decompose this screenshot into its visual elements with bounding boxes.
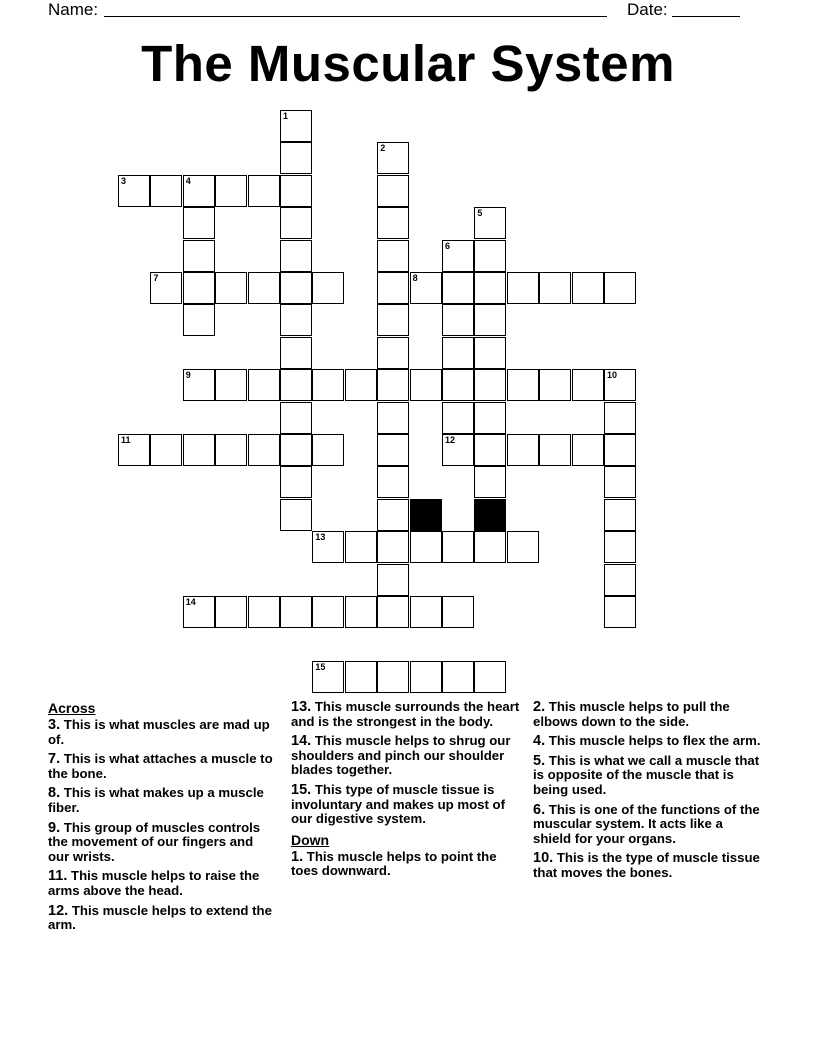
grid-cell[interactable]	[183, 272, 215, 304]
clue-number: 4	[185, 175, 191, 186]
clue-item-number: 2.	[533, 699, 546, 715]
grid-cell[interactable]	[215, 175, 247, 207]
clue-item-number: 15.	[291, 781, 312, 798]
clue-item-number: 6.	[533, 801, 546, 818]
clue-item-number: 11.	[48, 868, 68, 885]
clue-item	[48, 904, 278, 933]
clue-item-number: 8.	[48, 785, 61, 802]
clue-item	[291, 850, 521, 879]
grid-cell[interactable]	[280, 499, 312, 531]
clue-item-text: This is what makes up a muscle fiber.	[48, 785, 264, 815]
grid-cell[interactable]	[410, 596, 442, 628]
grid-cell[interactable]	[572, 434, 604, 466]
grid-cell[interactable]	[280, 240, 312, 272]
clue-column-2	[291, 700, 521, 884]
clue-item	[291, 783, 521, 827]
grid-cell[interactable]	[474, 466, 506, 498]
clue-number: 7	[153, 273, 159, 283]
grid-cell[interactable]	[248, 272, 280, 304]
grid-cell[interactable]	[377, 175, 409, 207]
clue-item-number: 12.	[48, 902, 69, 919]
grid-cell[interactable]	[410, 369, 442, 401]
clue-item-number: 14.	[291, 733, 312, 750]
grid-cell[interactable]	[507, 272, 539, 304]
grid-cell[interactable]	[507, 531, 539, 563]
grid-cell[interactable]	[377, 337, 409, 369]
clue-item-number: 4.	[533, 733, 546, 750]
grid-cell[interactable]	[442, 304, 474, 336]
grid-cell[interactable]	[312, 661, 344, 693]
grid-cell[interactable]	[442, 337, 474, 369]
clue-item-text: This muscle helps to extend the arm.	[48, 902, 272, 933]
grid-cell[interactable]	[539, 272, 571, 304]
grid-cell[interactable]	[377, 531, 409, 563]
grid-cell[interactable]	[345, 661, 377, 693]
grid-cell[interactable]	[248, 175, 280, 207]
grid-cell[interactable]	[215, 434, 247, 466]
grid-cell[interactable]	[183, 240, 215, 272]
clue-item	[48, 718, 278, 747]
grid-cell[interactable]	[604, 272, 636, 304]
grid-cell[interactable]	[474, 304, 506, 336]
grid-cell[interactable]	[604, 531, 636, 563]
grid-cell[interactable]	[474, 207, 506, 239]
black-cell	[410, 499, 442, 531]
grid-cell[interactable]	[442, 272, 474, 304]
grid-cell[interactable]	[280, 337, 312, 369]
clue-item	[533, 734, 763, 749]
grid-cell[interactable]	[280, 304, 312, 336]
grid-cell[interactable]	[312, 434, 344, 466]
grid-cell[interactable]	[604, 564, 636, 596]
grid-cell[interactable]	[280, 402, 312, 434]
grid-cell[interactable]	[280, 175, 312, 207]
grid-cell[interactable]	[474, 402, 506, 434]
page-title: The Muscular System	[141, 35, 675, 92]
clue-item-number: 9.	[48, 819, 61, 836]
grid-cell[interactable]	[183, 434, 215, 466]
grid-cell[interactable]	[215, 369, 247, 401]
grid-cell[interactable]	[410, 661, 442, 693]
clue-item-text: This group of muscles controls the movement of our fingers and our wrists.	[48, 819, 261, 864]
clue-item	[291, 734, 521, 778]
grid-cell[interactable]	[377, 499, 409, 531]
across-heading: Across	[48, 700, 96, 716]
clue-item-number: 13.	[291, 699, 312, 715]
grid-cell[interactable]	[280, 434, 312, 466]
clue-item	[533, 700, 763, 729]
date-label: Date:	[627, 0, 668, 19]
grid-cell[interactable]	[507, 369, 539, 401]
grid-cell[interactable]	[215, 596, 247, 628]
clue-item-text: This muscle helps to raise the arms above the head.	[48, 868, 260, 898]
grid-cell[interactable]	[442, 661, 474, 693]
grid-cell[interactable]	[150, 272, 182, 304]
clue-number: 1	[283, 111, 289, 121]
grid-cell[interactable]	[442, 434, 474, 466]
down-heading: Down	[291, 831, 330, 848]
grid-cell[interactable]	[539, 369, 571, 401]
grid-cell[interactable]	[248, 369, 280, 401]
grid-cell[interactable]	[410, 272, 442, 304]
clue-item-text: This is the type of muscle tissue that moves the bones.	[533, 850, 760, 880]
grid-cell[interactable]	[442, 240, 474, 272]
grid-cell[interactable]	[248, 596, 280, 628]
grid-cell[interactable]	[280, 596, 312, 628]
grid-cell[interactable]	[474, 337, 506, 369]
clue-item-text: This is one of the functions of the muscular system. It acts like a shield for your organs.	[533, 801, 760, 846]
grid-cell[interactable]	[183, 596, 215, 628]
grid-cell[interactable]	[604, 596, 636, 628]
grid-cell[interactable]	[474, 272, 506, 304]
clue-number: 5	[477, 208, 483, 219]
grid-cell[interactable]	[572, 272, 604, 304]
clue-item	[533, 851, 763, 880]
grid-cell[interactable]	[377, 596, 409, 628]
grid-cell[interactable]	[345, 596, 377, 628]
grid-cell[interactable]	[377, 402, 409, 434]
name-label: Name:	[48, 0, 99, 19]
grid-cell[interactable]	[118, 434, 150, 466]
grid-cell[interactable]	[539, 434, 571, 466]
clue-number: 9	[185, 370, 191, 381]
clue-number: 12	[445, 435, 456, 445]
grid-cell[interactable]	[377, 466, 409, 498]
clue-item	[533, 754, 763, 798]
clue-number: 14	[185, 597, 196, 607]
grid-cell[interactable]	[474, 434, 506, 466]
grid-cell[interactable]	[377, 207, 409, 239]
grid-cell[interactable]	[410, 531, 442, 563]
clue-item-text: This muscle surrounds the heart and is the strongest in the body.	[291, 699, 520, 729]
black-cell	[474, 499, 506, 531]
grid-cell[interactable]	[377, 240, 409, 272]
clue-item-text: This type of muscle tissue is involuntary and makes up most of our digestive system.	[291, 781, 505, 827]
clue-item	[48, 869, 278, 898]
grid-cell[interactable]	[474, 531, 506, 563]
grid-cell[interactable]	[604, 402, 636, 434]
grid-cell[interactable]	[280, 369, 312, 401]
grid-cell[interactable]	[183, 207, 215, 239]
clue-item-text: This muscle helps to flex the arm.	[548, 733, 761, 749]
clue-column-1	[48, 700, 278, 938]
clue-item-text: This is what we call a muscle that is opposite of the muscle that is being used.	[533, 752, 760, 797]
grid-cell[interactable]	[604, 434, 636, 466]
grid-cell[interactable]	[215, 272, 247, 304]
clue-number: 6	[445, 240, 451, 251]
grid-cell[interactable]	[150, 175, 182, 207]
clue-item-text: This muscle helps to shrug our shoulders and pinch our shoulder blades together.	[291, 733, 511, 778]
grid-cell[interactable]	[312, 531, 344, 563]
grid-cell[interactable]	[442, 596, 474, 628]
clue-item-text: This muscle helps to point the toes downward.	[291, 848, 497, 879]
clue-item-number: 7.	[48, 751, 61, 768]
grid-cell[interactable]	[345, 369, 377, 401]
grid-cell[interactable]	[280, 110, 312, 142]
grid-cell[interactable]	[150, 434, 182, 466]
grid-cell[interactable]	[280, 272, 312, 304]
grid-cell[interactable]	[377, 564, 409, 596]
clue-number: 8	[412, 273, 418, 283]
grid-cell[interactable]	[572, 369, 604, 401]
grid-cell[interactable]	[442, 369, 474, 401]
clue-item	[48, 821, 278, 865]
grid-cell[interactable]	[507, 434, 539, 466]
grid-cell[interactable]	[377, 304, 409, 336]
grid-cell[interactable]	[604, 466, 636, 498]
clue-item	[48, 786, 278, 815]
clue-number: 11	[121, 435, 131, 445]
grid-cell[interactable]	[474, 661, 506, 693]
clue-item-text: This is what attaches a muscle to the bone.	[48, 751, 273, 781]
clue-item	[291, 700, 521, 729]
clue-number: 15	[315, 661, 326, 672]
grid-cell[interactable]	[183, 175, 215, 207]
grid-cell[interactable]	[248, 434, 280, 466]
clue-number: 2	[380, 143, 386, 154]
grid-cell[interactable]	[377, 661, 409, 693]
grid-cell[interactable]	[377, 142, 409, 174]
grid-cell[interactable]	[442, 531, 474, 563]
grid-cell[interactable]	[442, 402, 474, 434]
grid-cell[interactable]	[183, 369, 215, 401]
grid-cell[interactable]	[377, 434, 409, 466]
grid-cell[interactable]	[604, 369, 636, 401]
grid-cell[interactable]	[280, 207, 312, 239]
clue-item-number: 3.	[48, 717, 61, 733]
grid-cell[interactable]	[118, 175, 150, 207]
grid-cell[interactable]	[280, 142, 312, 174]
grid-cell[interactable]	[345, 531, 377, 563]
grid-cell[interactable]	[312, 596, 344, 628]
grid-cell[interactable]	[604, 499, 636, 531]
clue-item	[533, 803, 763, 847]
grid-cell[interactable]	[377, 369, 409, 401]
clue-column-3	[533, 700, 763, 886]
clue-number: 10	[607, 370, 618, 381]
clue-number: 3	[121, 175, 127, 186]
clue-item-number: 5.	[533, 752, 546, 769]
grid-cell[interactable]	[280, 466, 312, 498]
grid-cell[interactable]	[377, 272, 409, 304]
grid-cell[interactable]	[474, 240, 506, 272]
grid-cell[interactable]	[312, 272, 344, 304]
clue-number: 13	[315, 532, 326, 543]
clue-item-number: 1.	[291, 848, 304, 865]
grid-cell[interactable]	[474, 369, 506, 401]
clue-item-text: This muscle helps to pull the elbows down to the side.	[533, 699, 730, 729]
grid-cell[interactable]	[312, 369, 344, 401]
grid-cell[interactable]	[183, 304, 215, 336]
clue-item-text: This is what muscles are mad up of.	[48, 717, 270, 747]
clue-item-number: 10.	[533, 850, 554, 867]
clue-item	[48, 752, 278, 781]
